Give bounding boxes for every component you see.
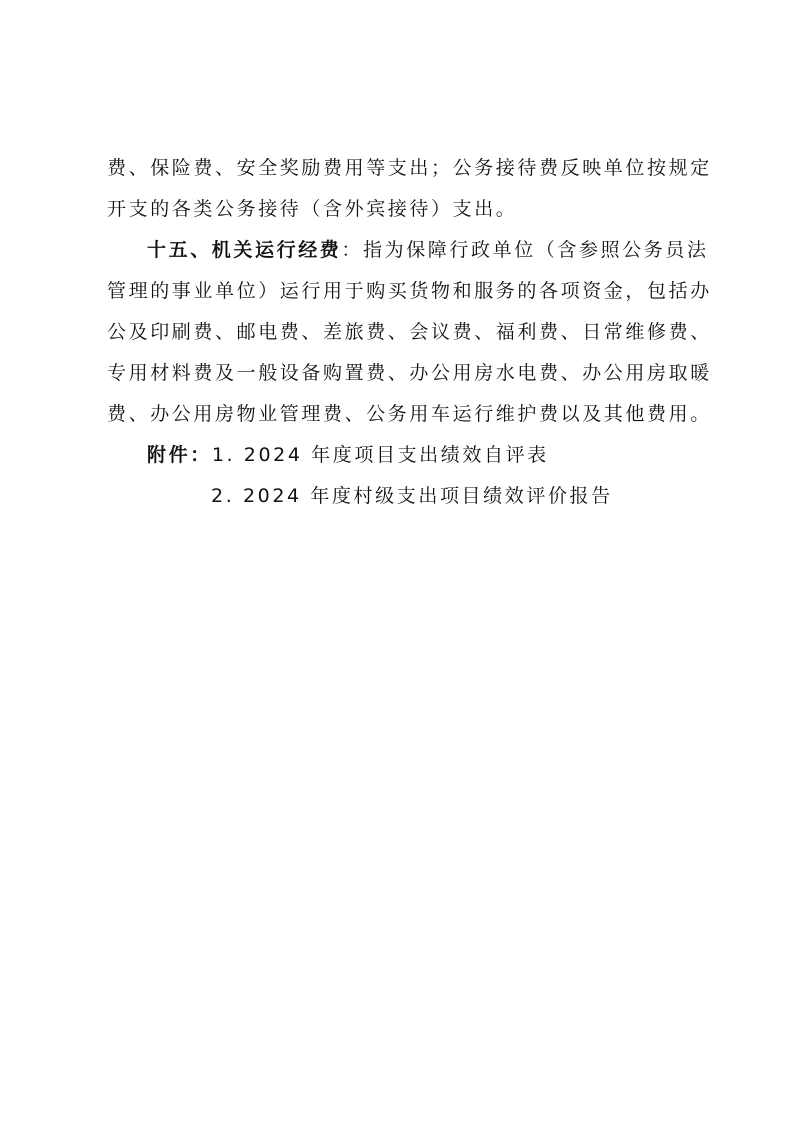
section-15-text: ：指为保障行政单位（含参照公务员法 — [341, 239, 709, 261]
attachment-line-1 — [147, 441, 747, 469]
paragraph-line: 费、办公用房物业管理费、公务用车运行维护费以及其他费用。 — [107, 403, 712, 425]
attachment-item-1: 1. 2024 年度项目支出绩效自评表 — [211, 444, 549, 466]
attachment-label: 附件： — [147, 444, 212, 466]
section-15-heading: 十五、机关运行经费 — [147, 239, 342, 261]
attachment-item-2: 2. 2024 年度村级支出项目绩效评价报告 — [211, 485, 613, 507]
paragraph-line: 专用材料费及一般设备购置费、办公用房水电费、办公用房取暖 — [107, 362, 712, 384]
paragraph-line: 开支的各类公务接待（含外宾接待）支出。 — [107, 198, 518, 220]
paragraph-line: 费、保险费、安全奖励费用等支出；公务接待费反映单位按规定 — [107, 157, 712, 179]
paragraph-line: 公及印刷费、邮电费、差旅费、会议费、福利费、日常维修费、 — [107, 321, 712, 343]
paragraph-line: 管理的事业单位）运行用于购买货物和服务的各项资金，包括办 — [107, 280, 712, 302]
section-15-first-line — [147, 236, 747, 264]
